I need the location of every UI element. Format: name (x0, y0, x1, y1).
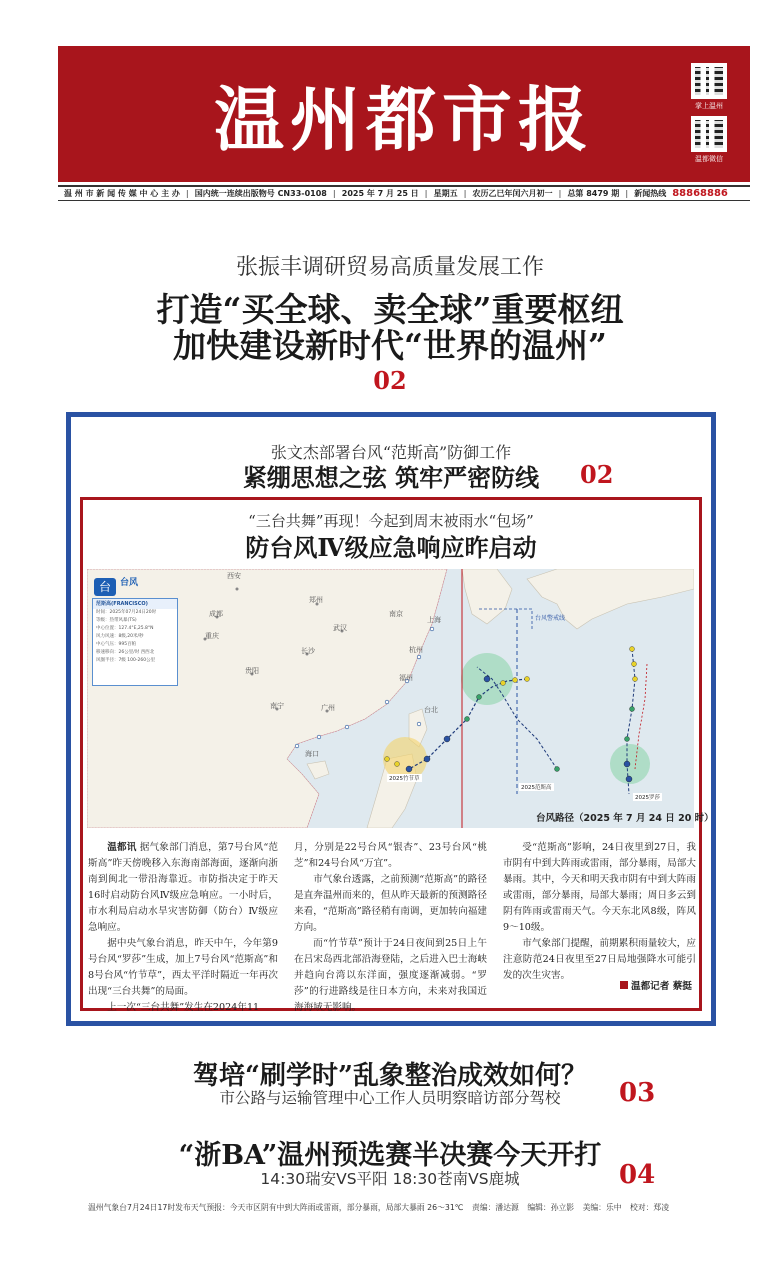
city-label: 上海 (427, 616, 441, 624)
story4-page-ref[interactable]: 03 (619, 1078, 656, 1108)
qr-code-wechat[interactable] (691, 116, 727, 152)
byline-marker-icon (620, 981, 628, 989)
story1-title-line1[interactable]: 打造“买全球、卖全球”重要枢纽 (156, 290, 624, 329)
info-card-title: 范斯高(FRANCISCO) (93, 599, 177, 609)
info-card-line: 时间：2025年07月24日20时 (96, 610, 157, 615)
city-label: 台北 (424, 706, 438, 714)
hotline-number: 88868886 (672, 188, 728, 199)
legend-heading: 台风 (120, 578, 139, 588)
typhoon-label-fansigao: 2025范斯高 (521, 785, 552, 791)
story5-page-ref[interactable]: 04 (619, 1160, 656, 1190)
qr-code-app[interactable] (691, 63, 727, 99)
info-card-line: 中心位置：127.4°E,25.8°N (96, 626, 154, 631)
footer (88, 1202, 728, 1213)
article-column-3 (503, 840, 696, 984)
paragraph: 市气象部门提醒，前期累积雨量较大，应注意防范24日夜里至27日局地强降水可能引发的次生灾害。 (503, 938, 696, 981)
typhoon-info-card (92, 598, 178, 686)
issue-number: 总第 8479 期 (567, 189, 620, 198)
typhoon-label-zhujiecao: 2025竹节草 (389, 776, 420, 782)
story1-title-line2[interactable]: 加快建设新时代“世界的温州” (173, 326, 607, 365)
paragraph: 月，分别是22号台风“银杏”、23号台风“桃芝”和24号台风“万宜”。 (294, 842, 487, 869)
paragraph: 受“范斯高”影响，24日夜里到27日，我市阴有中到大阵雨或雷雨，部分暴雨，局部大暴雨。其中，今天和明天我市阴有中到大阵雨或雷雨，部分暴雨，局部大暴雨；周日多云到阴有阵雨或雷雨天气。今天东北风8级，阵风9～10级。 (503, 842, 696, 933)
story4-title[interactable]: 驾培“刷学时”乱象整治成效如何？ (193, 1061, 587, 1091)
story4-subtitle: 市公路与运输管理中心工作人员明察暗访部分驾校 (219, 1089, 561, 1107)
weekday: 星期五 (433, 189, 458, 198)
city-label: 贵阳 (245, 667, 259, 675)
byline: 温都记者 蔡挺 (620, 978, 692, 992)
info-card-line: 等级：热带风暴(TS) (96, 618, 137, 623)
article-column-2 (294, 840, 487, 1016)
paragraph: 而“竹节草”预计于24日夜间到25日上午在吕宋岛西北部沿海登陆，之后进入巴士海峡并趋向台湾以东洋面，强度逐渐减弱。“罗莎”的行进路线是往日本方向，未来对我国近海海域无影响。 (294, 938, 487, 1013)
city-label: 杭州 (409, 646, 423, 654)
duty-editor: 责编：潘达源 (472, 1203, 519, 1212)
story3-kicker: “三台共舞”再现！今起到周末被雨水“包场” (248, 512, 534, 530)
city-label: 长沙 (301, 647, 315, 655)
weather-forecast: 温州气象台7月24日17时发布天气预报：今天市区阴有中到大阵雨或雷雨，部分暴雨，局部大暴雨 26～31℃ (88, 1203, 464, 1212)
city-label: 武汉 (333, 624, 347, 632)
city-label: 海口 (305, 750, 319, 758)
city-label: 福州 (399, 674, 413, 682)
qr-label-app: 掌上温州 (695, 102, 723, 110)
city-label: 成都 (209, 610, 223, 618)
story5-title[interactable]: “浙BA”温州预选赛半决赛今天开打 (178, 1140, 602, 1171)
paragraph: 市气象台透露，之前预测“范斯高”的路径是直奔温州而来的，但从昨天最新的预测路径来看，“范斯高”路径稍有南调，更加转向福建方向。 (294, 874, 487, 933)
info-bar: 温 州 市 新 闻 传 媒 中 心 主 办 | 国内统一连续出版物号 CN33-0108 | 2025 年 7 月 25 日 | 星期五 | 农历乙巳年闰六月初一 | 总第 8479 期 | 新闻热线 88868886 (58, 185, 750, 201)
issn: 国内统一连续出版物号 CN33-0108 (194, 189, 327, 198)
warning-line-label: 台风警戒线 (535, 615, 566, 622)
typhoon-label-luosha: 2025罗莎 (635, 795, 660, 801)
typhoon-track-map (87, 569, 694, 828)
map-caption: 台风路径（2025 年 7 月 24 日 20 时） (536, 813, 714, 824)
story5-subtitle: 14:30瑞安VS平阳 18:30苍南VS鹿城 (260, 1170, 520, 1188)
info-card-line: 风圈半径：7级 100-260公里 (96, 658, 156, 663)
story2-page-ref[interactable]: 02 (580, 460, 614, 489)
typhoon-icon: 台 (94, 578, 116, 596)
story1-page-ref[interactable]: 02 (373, 366, 407, 395)
issue-date: 2025 年 7 月 25 日 (341, 189, 419, 198)
city-label: 西安 (227, 572, 241, 580)
dateline: 温都讯 (107, 842, 137, 853)
paragraph: 据中央气象台消息，昨天中午，今年第9号台风“罗莎”生成，加上7号台风“范斯高”和8号台风“竹节草”，西太平洋时隔近一年再次出现“三台共舞”的局面。 (88, 938, 278, 997)
editor: 编辑：孙立影 (527, 1203, 575, 1212)
city-label: 重庆 (205, 632, 219, 640)
story3-title: 防台风Ⅳ级应急响应昨启动 (245, 533, 537, 562)
map-graphic (87, 569, 694, 828)
city-label: 南京 (389, 610, 403, 618)
paragraph: 上一次“三台共舞”发生在2024年11 (107, 1002, 260, 1013)
info-card-line: 风力风速：8级,20米/秒 (96, 634, 144, 639)
city-label: 广州 (321, 704, 335, 712)
proofreader: 校对：郑凌 (630, 1203, 670, 1212)
info-card-line: 移速移向：26公里/时 西西北 (96, 650, 155, 655)
qr-label-wechat: 温都微信 (695, 155, 723, 163)
paper-name: 温州都市报 (214, 78, 594, 161)
lunar-date: 农历乙巳年闰六月初一 (472, 189, 553, 198)
story1-kicker: 张振丰调研贸易高质量发展工作 (235, 255, 544, 280)
city-label: 南宁 (270, 702, 284, 710)
info-card-line: 中心气压：995百帕 (96, 642, 137, 647)
article-column-1 (88, 840, 278, 1016)
designer: 美编：乐中 (582, 1203, 622, 1212)
story2-title[interactable]: 紧绷思想之弦 筑牢严密防线 (242, 463, 540, 492)
city-label: 郑州 (309, 596, 323, 604)
paragraph: 温都讯 据气象部门消息，第7号台风“范斯高”昨天傍晚移入东海南部海面，逐渐向浙南到闽北一带沿海靠近。市防指决定于昨天16时启动防台风Ⅳ级应急响应。一小时后，市水利局启动水旱灾害防御（防台）Ⅳ级应急响应。 (88, 842, 279, 933)
story2-kicker: 张文杰部署台风“范斯高”防御工作 (270, 443, 512, 462)
hotline-label: 新闻热线 (634, 189, 667, 198)
masthead (58, 46, 750, 182)
sponsor: 温 州 市 新 闻 传 媒 中 心 主 办 (64, 189, 180, 198)
